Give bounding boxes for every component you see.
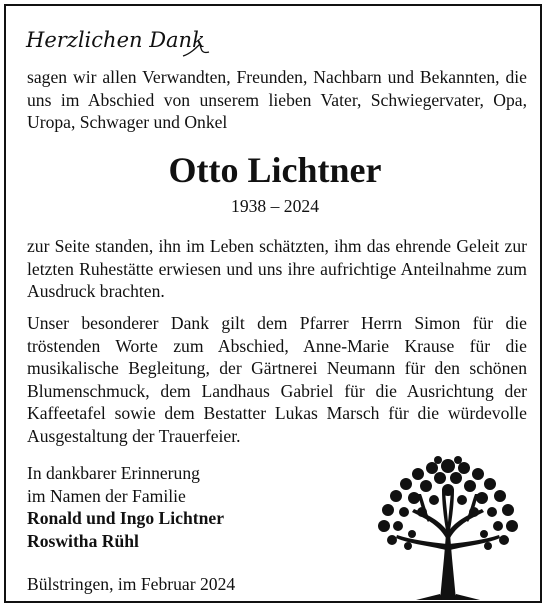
life-years: 1938 – 2024 — [231, 196, 319, 216]
heading: Herzlichen Dank — [26, 28, 205, 52]
thanks-paragraph: Unser besonderer Dank gilt dem Pfarrer Herrn Simon für die tröstenden Worte zum Abschied, Anne-Marie Krause für die musikalische Begleitung, der Gärtnerei Neumann für den schönen Blumenschmuck, dem Landhaus Gabriel für die Ausrichtung der Kaffeetafel sowie dem Bestatter Lukas Marsch für die würdevolle Ausgestaltung der Trauerfeier. — [27, 313, 527, 446]
closing-line-2: im Namen der Familie — [27, 485, 186, 506]
tree-icon — [368, 454, 528, 600]
support-paragraph: zur Seite standen, ihn im Leben schätzten, ihm das ehrende Geleit zur letzten Ruhestätte erwiesen und uns ihre aufrichtige Anteilnahme zum Ausdruck brachten. — [27, 236, 527, 301]
closing-line-1: In dankbarer Erinnerung — [27, 463, 200, 483]
deceased-name: Otto Lichtner — [168, 150, 382, 190]
intro-paragraph: sagen wir allen Verwandten, Freunden, Nachbarn und Bekannten, die uns im Abschied von unserem lieben Vater, Schwiegervater, Opa, Uropa, Schwager und Onkel — [27, 67, 527, 132]
signer-1: Ronald und Ingo Lichtner — [27, 508, 225, 528]
place-date: Bülstringen, im Februar 2024 — [27, 574, 236, 594]
signer-2: Roswitha Rühl — [27, 530, 139, 551]
obituary-card — [4, 4, 542, 603]
flourish-icon — [182, 42, 210, 58]
closing-block — [27, 462, 347, 552]
